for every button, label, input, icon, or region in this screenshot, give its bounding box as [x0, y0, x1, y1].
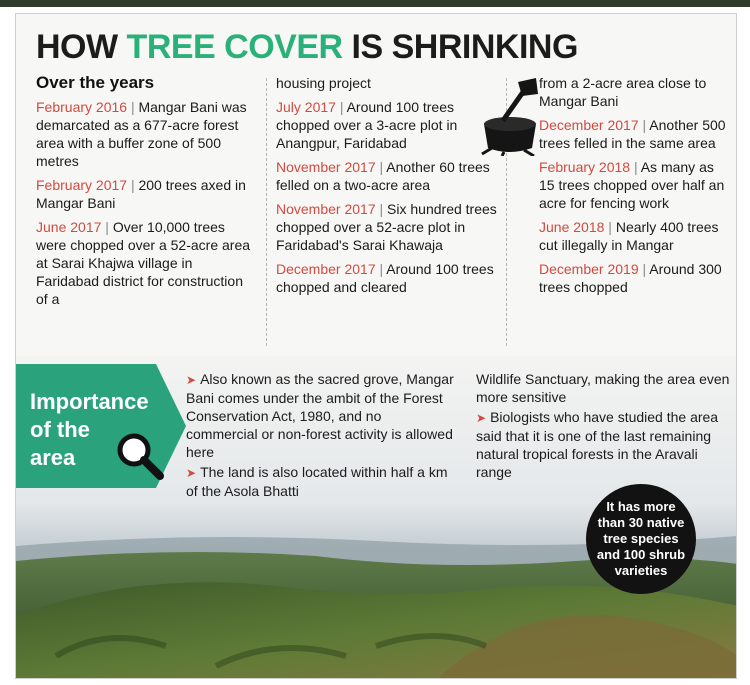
axe-in-stump-icon	[474, 76, 544, 156]
entry-text: As many as 15 trees chopped over half an acre for fencing work	[539, 159, 725, 211]
timeline-entry	[36, 176, 258, 212]
timeline-entry	[276, 200, 498, 254]
timeline-entry	[539, 116, 729, 152]
entry-date: December 2017	[276, 261, 376, 277]
tag-line: area	[30, 445, 76, 470]
entry-date: December 2017	[539, 117, 639, 133]
separator: |	[608, 219, 612, 235]
headline-part2: IS SHRINKING	[351, 28, 578, 66]
entry-text: Around 100 trees chopped and cleared	[276, 261, 494, 295]
importance-left-points	[186, 370, 454, 502]
point-text: Also known as the sacred grove, Mangar Bani comes under the ambit of the Forest Conservation Act, 1980, and no commercial or non-forest activity is allowed here	[186, 371, 454, 460]
headline-part1: HOW	[36, 28, 118, 66]
timeline-entry	[276, 158, 498, 194]
callout-text: It has more than 30 native tree species and 100 shrub varieties	[596, 499, 686, 578]
timeline-column-3	[539, 74, 729, 302]
headline	[36, 30, 578, 64]
timeline-column-2	[276, 74, 498, 302]
timeline-entry	[539, 218, 729, 254]
entry-text: Over 10,000 trees were chopped over a 52-acre area at Sarai Khajwa village in Faridabad district for construction of a	[36, 219, 251, 307]
entry-text: Six hundred trees chopped over a 52-acre plot in Faridabad's Sarai Khawaja	[276, 201, 497, 253]
entry-date: February 2017	[36, 177, 128, 193]
timeline-entry	[276, 260, 498, 296]
timeline-entry	[539, 260, 729, 296]
separator: |	[379, 261, 384, 277]
entry-date: June 2018	[539, 219, 605, 235]
timeline-continuation: housing project	[276, 75, 371, 91]
entry-date: December 2019	[539, 261, 639, 277]
separator: |	[379, 201, 384, 217]
importance-continuation: Wildlife Sanctuary, making the area even more sensitive	[476, 371, 730, 405]
timeline-entry	[36, 98, 258, 170]
headline-accent: TREE COVER	[126, 28, 343, 66]
entry-text: Another 60 trees felled on a two-acre area	[276, 159, 490, 193]
column-divider	[266, 78, 267, 346]
timeline-continuation: from a 2-acre area close to Mangar Bani	[539, 75, 707, 109]
importance-point	[476, 408, 731, 481]
separator: |	[642, 117, 647, 133]
timeline-entry	[276, 98, 498, 152]
entry-text: Around 100 trees chopped over a 3-acre plot in Anangpur, Faridabad	[276, 99, 458, 151]
point-text: Biologists who have studied the area said that it is one of the last remaining natural tropical forests in the Aravali range	[476, 409, 719, 480]
entry-date: November 2017	[276, 201, 376, 217]
separator: |	[633, 159, 638, 175]
importance-point	[186, 370, 454, 461]
species-callout-circle	[586, 484, 696, 594]
importance-point	[186, 463, 454, 500]
magnifier-icon	[114, 430, 166, 482]
importance-right-points	[476, 370, 731, 483]
separator: |	[130, 99, 135, 115]
point-text: The land is also located within half a km of the Asola Bhatti	[186, 464, 448, 499]
entry-date: February 2018	[539, 159, 631, 175]
top-border	[0, 0, 750, 7]
entry-date: June 2017	[36, 219, 102, 235]
entry-date: July 2017	[276, 99, 336, 115]
separator: |	[339, 99, 344, 115]
separator: |	[130, 177, 135, 193]
entry-text: Around 300 trees chopped	[539, 261, 722, 295]
entry-text: Another 500 trees felled in the same area	[539, 117, 726, 151]
timeline-entry	[36, 218, 258, 308]
entry-text: Mangar Bani was demarcated as a 677-acre forest area with a buffer zone of 500 metres	[36, 99, 247, 169]
tag-line: of the	[30, 417, 90, 442]
entry-date: February 2016	[36, 99, 128, 115]
arrow-bullet-icon: ➤	[186, 466, 197, 480]
tag-line: Importance	[30, 389, 149, 414]
separator: |	[379, 159, 384, 175]
arrow-bullet-icon: ➤	[476, 411, 487, 425]
separator: |	[642, 261, 647, 277]
timeline-entry	[539, 158, 729, 212]
entry-text: Nearly 400 trees cut illegally in Mangar	[539, 219, 719, 253]
timeline-subtitle: Over the years	[36, 73, 155, 92]
timeline-column-1	[36, 74, 258, 314]
arrow-bullet-icon: ➤	[186, 373, 197, 387]
entry-text: 200 trees axed in Mangar Bani	[36, 177, 246, 211]
entry-date: November 2017	[276, 159, 376, 175]
separator: |	[105, 219, 109, 235]
